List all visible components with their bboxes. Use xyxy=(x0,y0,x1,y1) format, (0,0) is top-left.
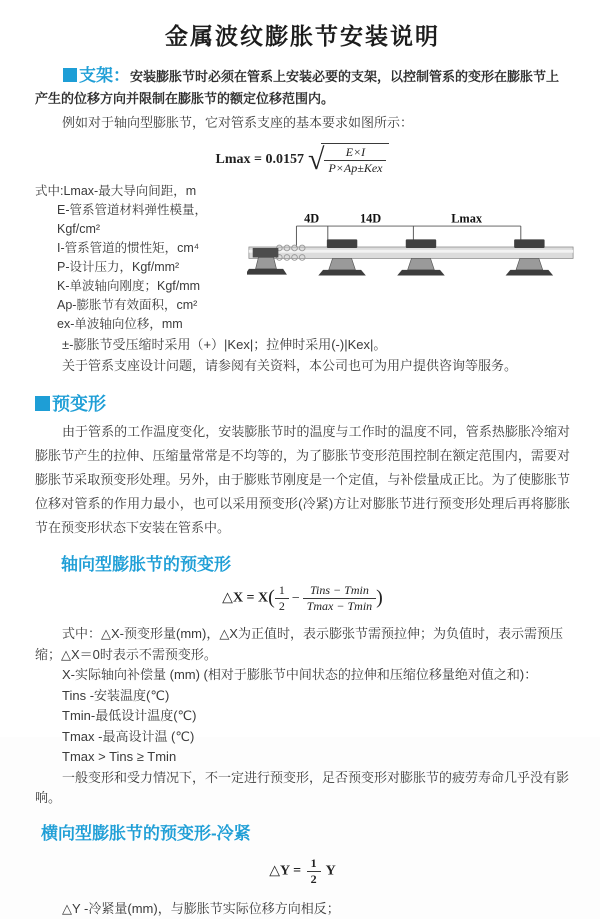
lateral-formula-rhs: Y xyxy=(325,863,336,879)
note-line: 一般变形和受力情况下，不一定进行预变形，足否预变形对膨胀节的疲劳寿命几乎没有影响。 xyxy=(35,769,570,805)
consulting-note: 关于管系支座设计问题，请参阅有关资料，本公司也可为用户提供咨询等服务。 xyxy=(62,358,518,373)
definitions-and-diagram-row xyxy=(35,182,570,334)
predeform-paragraph: 由于管系的工作温度变化，安装膨胀节时的温度与工作时的温度不同，管系热膨胀冷缩对膨胀节产生的拉伸、压缩量常常是不均等的，为了膨胀节变形范围控制在额定范围内，需要对膨胀节采取预变形处理。另外，由于膨账节刚度是一个定值，与补偿量成正比。为了使膨胀节位移对管系的作用力最小，也可以采用预变形(冷紧)方让对膨胀节进行预变形处理后再将膨胀节在预变形状态下安装在管系中。 xyxy=(35,424,570,535)
half-fraction xyxy=(307,856,321,887)
fraction-denominator: Tmax − Tmin xyxy=(303,598,376,614)
dim-label-14d: 14D xyxy=(359,211,382,226)
axial-subsection-heading: 轴向型膨胀节的预变形 xyxy=(61,555,231,574)
definition-line: K-单波轴向刚度；Kgf/mm xyxy=(57,279,201,293)
note-line: Tmax -最高设计温 (℃) xyxy=(62,728,195,744)
definition-line: ex-单波轴向位移，mm xyxy=(57,317,183,331)
blue-square-icon xyxy=(63,68,77,82)
axial-formula-lhs: △X = X xyxy=(222,590,269,606)
lmax-formula-lhs: Lmax = 0.0157 xyxy=(215,151,304,167)
blue-square-icon xyxy=(35,396,50,411)
close-paren: ) xyxy=(376,586,383,609)
pipe-support-diagram xyxy=(247,208,575,286)
note-line: 式中：△X-预变形量(mm)，△X为正值时，表示膨张节需预拉伸；为负值时，表示需预压缩；△X＝0时表示不需预变形。 xyxy=(35,626,563,662)
support-lead-text: 安装膨胀节时必须在管系上安装必要的支架，以控制管系的变形在膨胀节上产生的位移方向并限制在膨胀节的额定位移范围内。 xyxy=(35,69,560,106)
lateral-formula-lhs: △Y = xyxy=(269,863,302,879)
definition-line: Ap-膨胀节有效面积，cm² xyxy=(57,298,198,312)
symbol-definitions-list xyxy=(35,182,247,334)
fraction-numerator: E×I xyxy=(345,145,366,159)
pipe-highlight xyxy=(249,250,573,253)
sqrt-bar xyxy=(321,143,389,176)
sqrt-sign: √ xyxy=(308,143,325,176)
definition-line: I-管系管道的惯性矩，cm⁴ xyxy=(57,241,200,255)
fraction-numerator: 1 xyxy=(278,583,285,597)
temperature-fraction xyxy=(303,583,376,614)
note-line: Tmin-最低设计温度(℃) xyxy=(62,708,197,723)
dim-label-lmax: Lmax xyxy=(451,211,483,226)
sqrt-radical xyxy=(308,143,389,176)
half-fraction xyxy=(275,583,289,614)
support-example-line: 例如对于轴向型膨胀节，它对管系支座的基本要求如图所示： xyxy=(62,115,414,130)
note-line: Tmax > Tins ≥ Tmin xyxy=(62,749,177,764)
definition-line: P-设计压力，Kgf/mm² xyxy=(57,260,180,274)
support-section-heading xyxy=(63,66,130,85)
definition-line: 式中:Lmax-最大导向间距，m xyxy=(35,184,197,198)
plus-minus-note: ±-膨胀节受压缩时采用（+）|Kex|；拉伸时采用(-)|Kex|。 xyxy=(62,337,387,352)
lateral-subsection-heading: 横向型膨胀节的预变形-冷紧 xyxy=(41,823,251,843)
page-title: 金属波纹膨胀节安装说明 xyxy=(165,23,440,49)
dim-label-4d: 4D xyxy=(304,211,320,226)
fraction-numerator: 1 xyxy=(310,855,317,870)
fraction-denominator: P×Ap±Kex xyxy=(324,160,386,176)
lateral-note: △Y -冷紧量(mm)，与膨胀节实际位移方向相反； xyxy=(62,900,340,916)
axial-notes-list xyxy=(35,624,570,809)
lateral-predeform-formula xyxy=(35,856,570,887)
axial-predeform-formula xyxy=(35,583,570,614)
lmax-fraction xyxy=(324,145,386,176)
support-section-label: 支架： xyxy=(79,66,130,85)
support-lead-paragraph xyxy=(35,65,570,110)
predeform-section-heading xyxy=(35,390,570,416)
fraction-denominator: 2 xyxy=(275,598,289,614)
note-line: X-实际轴向补偿量 (mm) (相对于膨胀节中间状态的拉伸和压缩位移量绝对值之和)： xyxy=(62,667,538,682)
note-line: Tins -安装温度(℃) xyxy=(62,687,170,703)
lmax-formula xyxy=(35,143,570,176)
open-paren: ( xyxy=(268,586,275,609)
fraction-numerator: Tins − Tmin xyxy=(310,583,369,597)
predeform-section-label: 预变形 xyxy=(52,394,106,414)
fraction-denominator: 2 xyxy=(307,871,321,887)
minus-operator: − xyxy=(291,590,300,606)
definition-line: E-管系管道材料弹性模量，Kgf/cm² xyxy=(57,203,208,236)
